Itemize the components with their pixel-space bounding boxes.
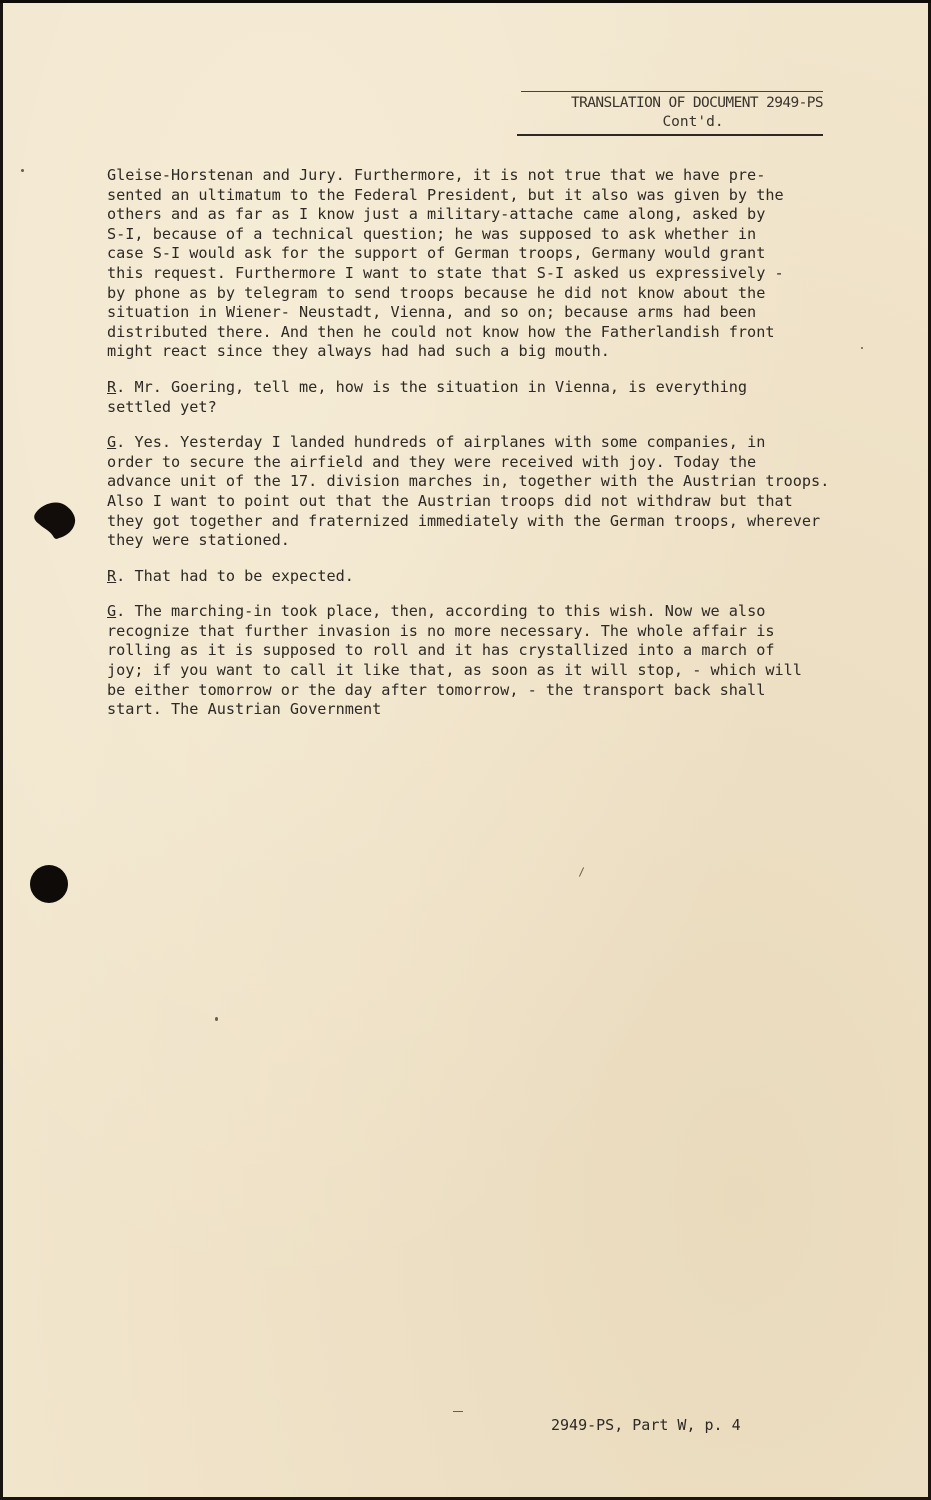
text-line bbox=[107, 378, 867, 398]
text-line: they were stationed. bbox=[107, 531, 290, 550]
speaker-label: G bbox=[107, 433, 117, 452]
punch-hole bbox=[30, 865, 68, 903]
text-line bbox=[107, 433, 867, 453]
text-line: settled yet? bbox=[107, 397, 217, 416]
text-line: advance unit of the 17. division marches in, together with the Austrian troops. bbox=[107, 472, 830, 491]
text-line: joy; if you want to call it like that, as soon as it will stop, - which will bbox=[107, 661, 802, 680]
paper-speck bbox=[579, 867, 584, 876]
header-rule-bottom bbox=[517, 134, 823, 136]
ink-blot bbox=[33, 500, 77, 540]
paper-speck bbox=[861, 347, 863, 349]
text-line: Gleise-Horstenan and Jury. Furthermore, it is not true that we have pre- bbox=[107, 166, 766, 184]
paragraph bbox=[107, 166, 867, 362]
speaker-label: G bbox=[107, 602, 117, 621]
page-reference: 2949-PS, Part W, p. 4 bbox=[551, 1416, 741, 1434]
text-line: this request. Furthermore I want to state that S-I asked us expressively - bbox=[107, 263, 784, 282]
paper-speck bbox=[21, 169, 24, 172]
text-line: distributed there. And then he could not know how the Fatherlandish front bbox=[107, 322, 775, 341]
paragraph bbox=[107, 567, 867, 587]
dialogue-text: . That had to be expected. bbox=[116, 566, 354, 585]
text-line bbox=[107, 602, 867, 622]
dialogue-text: . The marching-in took place, then, according to this wish. Now we also bbox=[116, 602, 766, 621]
paragraph bbox=[107, 378, 867, 417]
text-line: situation in Wiener- Neustadt, Vienna, and so on; because arms had been bbox=[107, 303, 757, 322]
paragraph bbox=[107, 433, 867, 551]
document-header bbox=[517, 91, 823, 136]
text-line: be either tomorrow or the day after tomorrow, - the transport back shall bbox=[107, 680, 766, 699]
text-line: start. The Austrian Government bbox=[107, 700, 382, 719]
paragraph bbox=[107, 602, 867, 720]
paper-speck bbox=[215, 1017, 218, 1021]
text-line: by phone as by telegram to send troops because he did not know about the bbox=[107, 283, 766, 302]
text-line: they got together and fraternized immediately with the German troops, wherever bbox=[107, 511, 821, 530]
text-line bbox=[107, 567, 867, 587]
paper-speck bbox=[453, 1411, 463, 1412]
header-rule-top bbox=[521, 91, 823, 92]
speaker-label: R bbox=[107, 377, 117, 396]
document-title: TRANSLATION OF DOCUMENT 2949-PS bbox=[570, 95, 823, 111]
text-line: Also I want to point out that the Austrian troops did not withdraw but that bbox=[107, 491, 793, 510]
text-line: sented an ultimatum to the Federal President, but it also was given by the bbox=[107, 185, 784, 204]
dialogue-text: . Mr. Goering, tell me, how is the situation in Vienna, is everything bbox=[116, 377, 748, 396]
document-subtitle: Cont'd. bbox=[662, 114, 724, 130]
text-line: S-I, because of a technical question; he was supposed to ask whether in bbox=[107, 224, 757, 243]
text-line: might react since they always had had such a big mouth. bbox=[107, 342, 610, 361]
text-line: order to secure the airfield and they were received with joy. Today the bbox=[107, 452, 757, 471]
text-line: others and as far as I know just a military-attache came along, asked by bbox=[107, 205, 766, 224]
document-page bbox=[3, 3, 928, 1497]
speaker-label: R bbox=[107, 566, 117, 585]
dialogue-text: . Yes. Yesterday I landed hundreds of airplanes with some companies, in bbox=[116, 433, 766, 452]
text-line: recognize that further invasion is no more necessary. The whole affair is bbox=[107, 621, 775, 640]
text-line: case S-I would ask for the support of German troops, Germany would grant bbox=[107, 244, 766, 263]
document-body bbox=[107, 166, 867, 736]
text-line: rolling as it is supposed to roll and it has crystallized into a march of bbox=[107, 641, 775, 660]
